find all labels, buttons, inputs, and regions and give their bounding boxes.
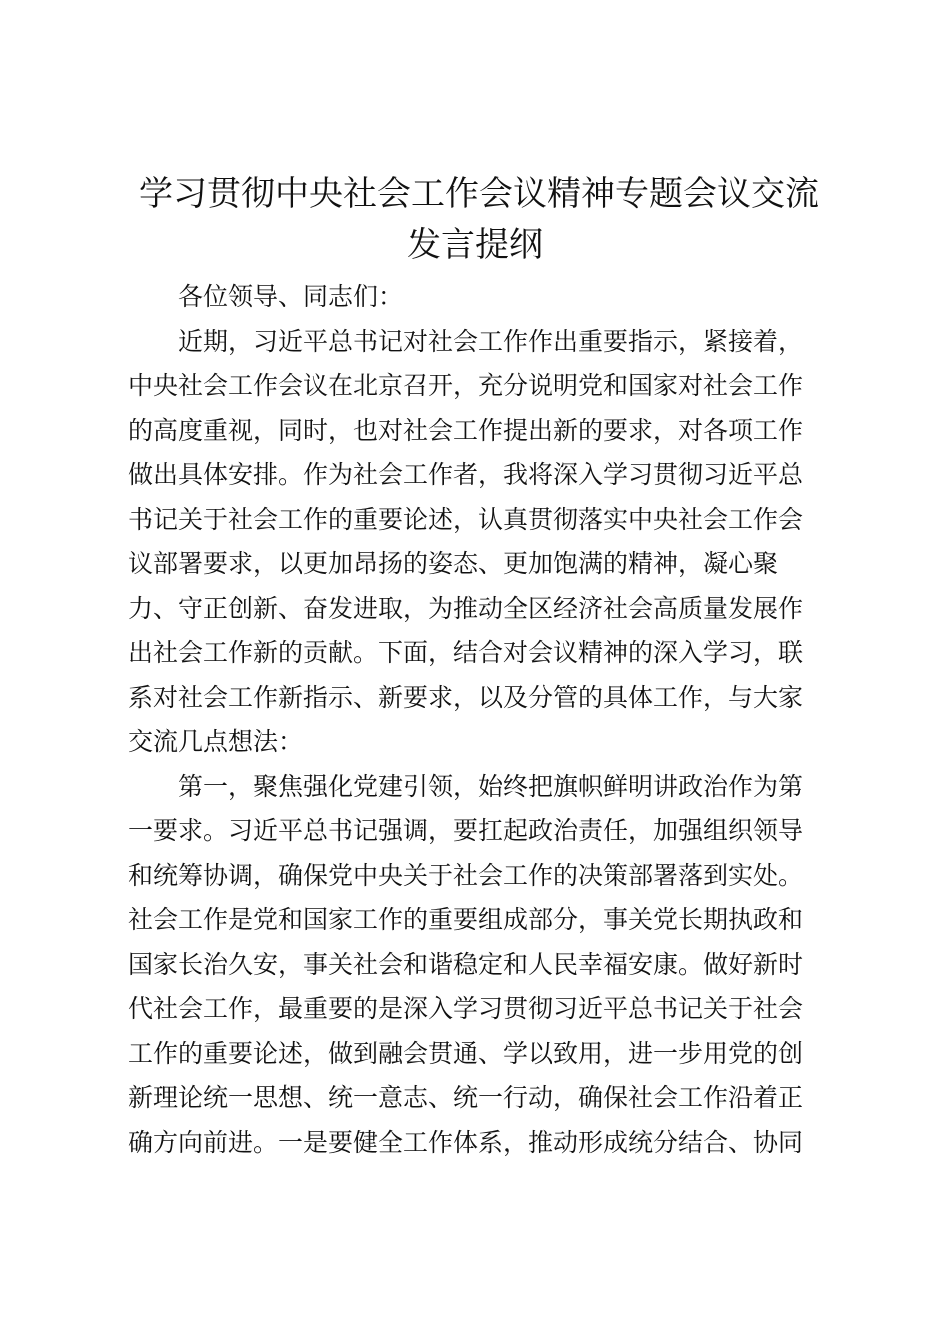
text-line: 书记关于社会工作的重要论述，认真贯彻落实中央社会工作会	[128, 504, 804, 534]
text-line: 的高度重视，同时，也对社会工作提出新的要求，对各项工作	[128, 415, 804, 445]
text-line: 代社会工作，最重要的是深入学习贯彻习近平总书记关于社会	[128, 994, 804, 1023]
document-title-line-2: 发言提纲	[407, 225, 543, 265]
text-line: 第一，聚焦强化党建引领，始终把旗帜鲜明讲政治作为第	[178, 771, 804, 801]
document-title-line-1: 学习贯彻中央社会工作会议精神专题会议交流	[139, 174, 819, 214]
text-line: 中央社会工作会议在北京召开，充分说明党和国家对社会工作	[128, 371, 804, 400]
text-line: 新理论统一思想、统一意志、统一行动，确保社会工作沿着正	[128, 1083, 804, 1112]
text-line: 交流几点想法：	[128, 727, 304, 756]
text-line: 一要求。习近平总书记强调，要扛起政治责任，加强组织领导	[128, 816, 804, 845]
text-line: 力、守正创新、奋发进取，为推动全区经济社会高质量发展作	[128, 593, 804, 623]
text-line: 各位领导、同志们：	[178, 282, 404, 311]
text-line: 和统筹协调，确保党中央关于社会工作的决策部署落到实处。	[128, 860, 804, 890]
text-line: 工作的重要论述，做到融会贯通、学以致用，进一步用党的创	[128, 1038, 804, 1068]
text-line: 社会工作是党和国家工作的重要组成部分，事关党长期执政和	[128, 905, 804, 934]
document-body	[128, 275, 828, 1165]
text-line: 系对社会工作新指示、新要求，以及分管的具体工作，与大家	[128, 682, 804, 712]
text-line: 近期，习近平总书记对社会工作作出重要指示，紧接着，	[178, 326, 804, 356]
text-line: 确方向前进。一是要健全工作体系，推动形成统分结合、协同	[128, 1127, 804, 1157]
text-line: 做出具体安排。作为社会工作者，我将深入学习贯彻习近平总	[128, 460, 804, 489]
text-line: 国家长治久安，事关社会和谐稳定和人民幸福安康。做好新时	[128, 949, 804, 979]
text-line: 议部署要求，以更加昂扬的姿态、更加饱满的精神，凝心聚	[128, 549, 779, 578]
text-line: 出社会工作新的贡献。下面，结合对会议精神的深入学习，联	[128, 638, 804, 667]
